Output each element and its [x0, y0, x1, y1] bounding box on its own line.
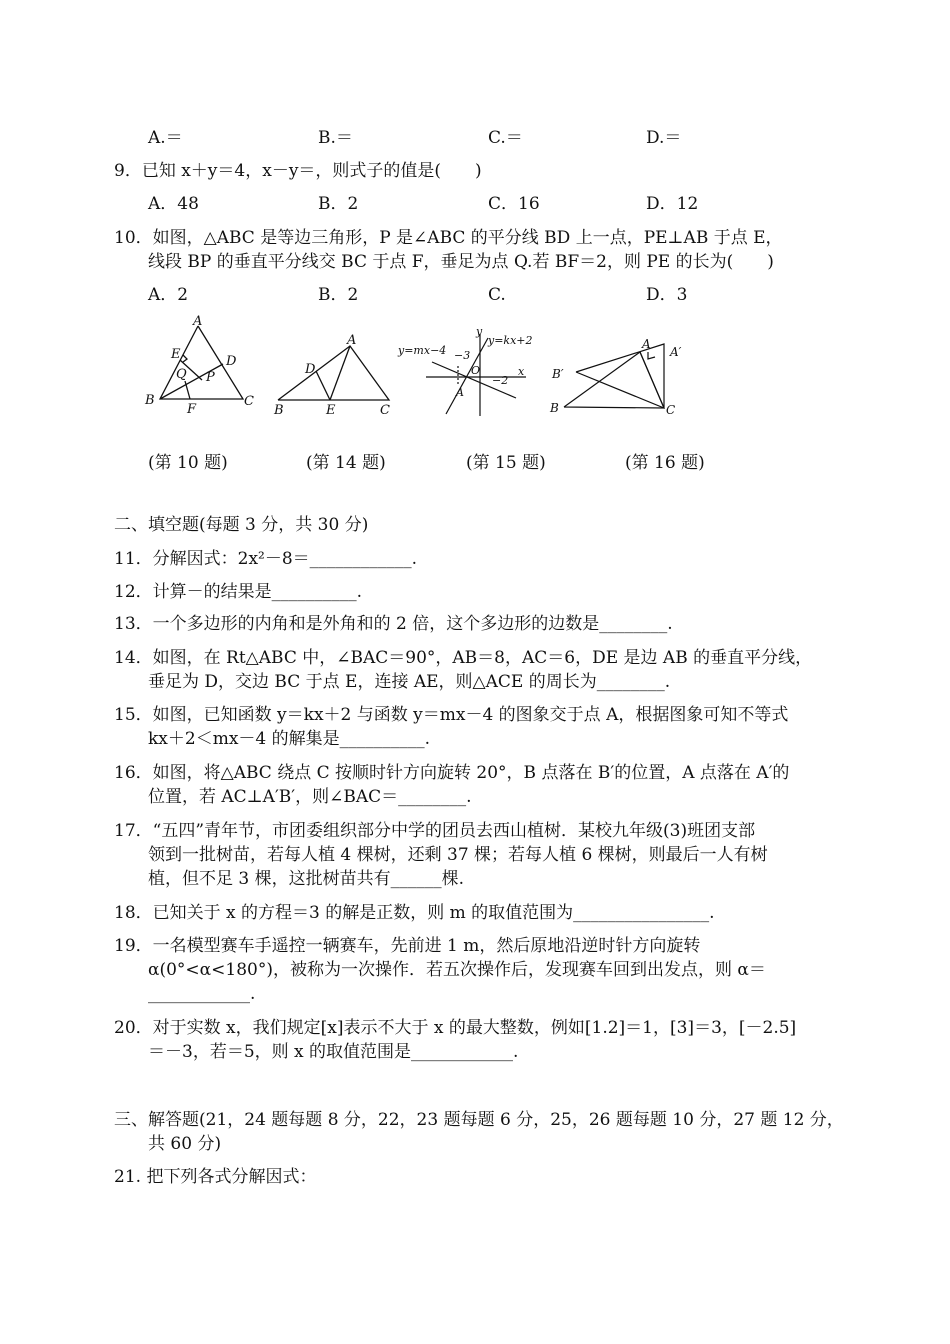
- figure-q10: [140, 310, 260, 420]
- fig10-label-a: A: [193, 314, 203, 329]
- q19-line3: ____________.: [148, 984, 256, 1004]
- q14-line2: 垂足为 D，交边 BC 于点 E，连接 AE，则△ACE 的周长为________.: [148, 672, 671, 692]
- fig16-label-b-prime: B′: [552, 367, 564, 381]
- q14-line1: 14．如图，在 Rt△ABC 中，∠BAC＝90°，AB＝8，AC＝6，DE 是边 AB 的垂直平分线，: [114, 648, 813, 668]
- fig15-label-o: O: [471, 364, 481, 377]
- fig10-label-p: P: [206, 370, 215, 385]
- fig14-label-a: A: [347, 333, 357, 348]
- section3-heading-line1: 三、解答题(21，24 题每题 8 分，22，23 题每题 6 分，25，26 题每题 10 分，27 题 12 分，: [114, 1110, 844, 1130]
- q8-option-c: C.＝: [488, 128, 523, 148]
- q10-option-d: D．3: [646, 285, 688, 305]
- fig10-label-q: Q: [176, 367, 187, 382]
- q9-option-d: D．12: [646, 194, 699, 214]
- q17-line1: 17．“五四”青年节，市团委组织部分中学的团员去西山植树．某校九年级(3)班团支部: [114, 821, 756, 841]
- q18: 18．已知关于 x 的方程＝3 的解是正数，则 m 的取值范围为________________.: [114, 903, 715, 923]
- q17-line2: 领到一批树苗，若每人植 4 棵树，还剩 37 棵；若每人植 6 棵树，则最后一人有树: [148, 845, 768, 865]
- q20-line1: 20．对于实数 x，我们规定[x]表示不大于 x 的最大整数，例如[1.2]＝1，[3]＝3，[－2.5]: [114, 1018, 797, 1038]
- q17-line3: 植，但不足 3 棵，这批树苗共有______棵.: [148, 869, 465, 889]
- q12: 12．计算－的结果是__________.: [114, 582, 363, 602]
- fig14-label-c: C: [380, 403, 390, 418]
- fig10-label-f: F: [187, 402, 197, 417]
- fig10-label-b: B: [145, 393, 155, 408]
- q19-line2: α(0°<α<180°)，被称为一次操作．若五次操作后，发现赛车回到出发点，则 α＝: [148, 960, 766, 980]
- fig15-label-a: A: [456, 386, 464, 399]
- fig16-label-c: C: [666, 403, 676, 417]
- fig16-label-b: B: [550, 401, 559, 415]
- q15-line2: kx＋2＜mx－4 的解集是__________.: [148, 729, 431, 749]
- q19-line1: 19．一名模型赛车手遥控一辆赛车，先前进 1 m，然后原地沿逆时针方向旋转: [114, 936, 701, 956]
- fig16-label-a: A: [642, 337, 651, 351]
- q11: 11．分解因式：2x²－8＝____________.: [114, 549, 418, 569]
- q9-option-c: C．16: [488, 194, 540, 214]
- q8-option-a: A.＝: [148, 128, 183, 148]
- fig10-label-d: D: [226, 354, 237, 369]
- fig14-label-b: B: [274, 403, 284, 418]
- fig14-caption: (第 14 题): [306, 453, 386, 473]
- q13: 13．一个多边形的内角和是外角和的 2 倍，这个多边形的边数是________.: [114, 614, 673, 634]
- q10-option-a: A．2: [148, 285, 189, 305]
- q9-stem: 9．已知 x＋y＝4，x－y＝，则式子的值是( ): [114, 161, 482, 181]
- fig14-label-e: E: [326, 403, 336, 418]
- q9-option-b: B．2: [318, 194, 359, 214]
- fig16-label-a-prime: A′: [670, 345, 682, 359]
- fig15-label-y: y: [476, 326, 483, 338]
- q20-line2: ＝－3，若＝5，则 x 的取值范围是____________.: [148, 1042, 519, 1062]
- figure-q15: [396, 326, 556, 422]
- fig16-caption: (第 16 题): [625, 453, 705, 473]
- fig10-label-c: C: [244, 394, 254, 409]
- fig10-label-e: E: [171, 347, 181, 362]
- fig15-label-neg3: −3: [454, 349, 471, 362]
- q21: 21. 把下列各式分解因式：: [114, 1167, 317, 1187]
- fig10-caption: (第 10 题): [148, 453, 228, 473]
- q10-option-c: C.: [488, 285, 506, 305]
- q8-option-b: B.＝: [318, 128, 353, 148]
- q9-option-a: A．48: [148, 194, 199, 214]
- fig15-label-x: x: [518, 365, 525, 378]
- q10-line2: 线段 BP 的垂直平分线交 BC 于点 F，垂足为点 Q.若 BF＝2，则 PE 的长为( ): [148, 252, 774, 272]
- q8-option-d: D.＝: [646, 128, 682, 148]
- fig15-label-line1: y=mx−4: [398, 344, 447, 357]
- section3-heading-line2: 共 60 分): [148, 1134, 222, 1154]
- fig15-label-neg2: −2: [492, 374, 509, 387]
- q16-line2: 位置，若 AC⊥A′B′，则∠BAC＝________.: [148, 787, 472, 807]
- fig14-label-d: D: [305, 362, 316, 377]
- q16-line1: 16．如图，将△ABC 绕点 C 按顺时针方向旋转 20°，B 点落在 B′的位置，A 点落在 A′的: [114, 763, 790, 783]
- figure-q16: [546, 330, 696, 422]
- q15-line1: 15．如图，已知函数 y＝kx＋2 与函数 y＝mx－4 的图象交于点 A，根据图象可知不等式: [114, 705, 789, 725]
- section2-heading: 二、填空题(每题 3 分，共 30 分): [114, 515, 369, 535]
- figure-q14: [268, 330, 398, 420]
- fig15-caption: (第 15 题): [466, 453, 546, 473]
- q10-line1: 10．如图，△ABC 是等边三角形，P 是∠ABC 的平分线 BD 上一点，PE⊥AB 于点 E，: [114, 228, 783, 248]
- q10-option-b: B．2: [318, 285, 359, 305]
- fig15-label-line2: y=kx+2: [488, 334, 533, 347]
